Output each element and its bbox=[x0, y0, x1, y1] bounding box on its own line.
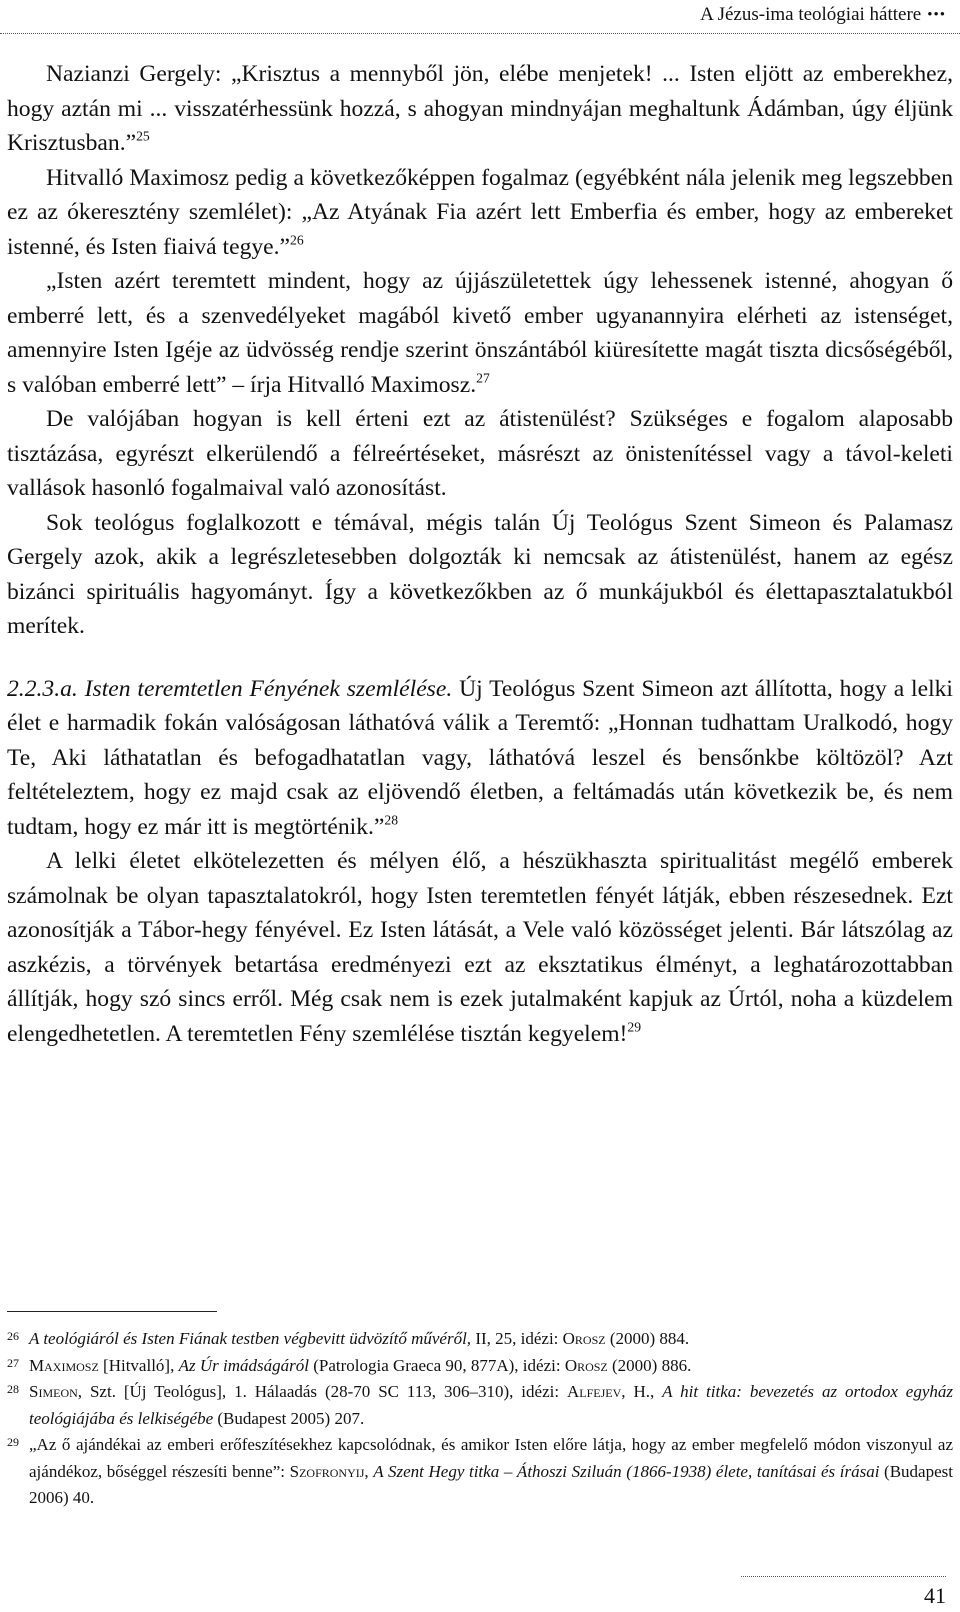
running-header bbox=[700, 0, 946, 30]
ornament-dots-icon: ••• bbox=[927, 7, 946, 23]
paragraph: Nazianzi Gergely: „Krisztus a mennyből jön, elébe menjetek! ... Isten eljött az emberekhez, hogy aztán mi ... visszatérhessünk hozzá, s ahogyan mindnyájan meghaltunk Ádámban, úgy éljünk Krisztusban.”$^{25}$ bbox=[7, 61, 953, 156]
main-text bbox=[7, 57, 953, 1051]
footnote-ref: 26 bbox=[290, 231, 304, 247]
paragraph: Sok teológus foglalkozott e témával, mégis talán Új Teológus Szent Simeon és Palamasz Gergely azok, akik a legrészletesebben dolgozták ki nemcsak az átistenülést, hanem az egész bizánci spirituális hagyományt. Így a következőkben az ő munkájukból és élettapasztalatukból merítek. bbox=[7, 509, 953, 639]
page-number: 41 bbox=[924, 1583, 946, 1608]
paragraph: De valójában hogyan is kell érteni ezt az átistenülést? Szükséges e fogalom alaposabb tisztázása, egyrészt elkerülendő a félreértéseket, másrészt az önistenítéssel vagy a távol-keleti vallások hasonló fogalmaival való azonosítást. bbox=[7, 406, 953, 501]
header-rule bbox=[0, 33, 960, 34]
footnote-rule bbox=[7, 1311, 217, 1312]
page-number-rule bbox=[741, 1576, 946, 1577]
section-paragraph: 2.2.3.a. Isten teremtetlen Fényének szemlélése. Új Teológus Szent Simeon azt állította, hogy a lelki élet e harmadik fokán valóságosan láthatóvá válik a Teremtő: „Honnan tudhattam Uralkodó, hogy Te, Aki láthatatlan és befogadhatatlan vagy, láthatóvá leszel és bensőnkbe költözöl? Azt feltételeztem, hogy ez majd csak az eljövendő életben, a feltámadás után következik be, és nem tudtam, hogy ez már itt is megtörténik.”$^{28}$ bbox=[7, 675, 953, 840]
running-title: A Jézus-ima teológiai háttere bbox=[700, 4, 922, 25]
section-number: 2.2.3.a. bbox=[7, 675, 78, 702]
footnote-26: 26 A teológiáról és Isten Fiának testben végbevitt üdvözítő művéről, II, 25, idézi: Orosz (2000) 884. bbox=[7, 1329, 690, 1348]
footnote-ref: 28 bbox=[384, 811, 399, 827]
footnotes bbox=[7, 1326, 953, 1512]
footnote-ref: 27 bbox=[476, 369, 490, 385]
footnote-ref: 25 bbox=[136, 128, 150, 144]
footnote-27: 27 Maximosz [Hitvalló], Az Úr imádságáról (Patrologia Graeca 90, 877A), idézi: Orosz (2000) 886. bbox=[7, 1355, 692, 1375]
paragraph: A lelki életet elkötelezetten és mélyen élő, a hészükhaszta spiritualitást megélő emberek számolnak be olyan tapasztalatokról, hogy Isten teremtetlen fényét látják, ebben részesednek. Ezt azonosítják a Tábor-hegy fényével. Ez Isten látását, a Vele való közösséget jelenti. Bár látszólag az aszkézis, a törvények betartása eredményezi ezt az eksztatikus élményt, a leghatározottabban állítják, hogy szó sincs erről. Még csak nem is ezek jutalmaként kapjuk az Úrtól, noha a küzdelem elengedhetetlen. A teremtetlen Fény szemlélése tisztán kegyelem!$^{29}$ bbox=[7, 848, 953, 1047]
section-title: Isten teremtetlen Fényének szemlélése. bbox=[84, 675, 453, 702]
paragraph: „Isten azért teremtett mindent, hogy az újjászületettek úgy lehessenek istenné, ahogyan ő emberré lett, és a szenvedélyeket magából kivető ember ugyanannyira elérheti az istenséget, amennyire Isten Igéje az üdvösség rendje szerint önszántából kiüresítette magát tiszta dicsőségéből, s valóban emberré lett” – írja Hitvalló Maximosz.$^{27}$ bbox=[7, 268, 953, 398]
footnote-29: 29 „Az ő ajándékai az emberi erőfeszítésekhez kapcsolódnak, és amikor Isten előre látja, hogy az ember megfelelő módon viszonyul az ajándékoz, bőséggel részesíti benne”: Szofronyij, A Szent Hegy titka – Áthoszi Sziluán (1866-1938) élete, tanításai és írásai (Budapest 2006) 40. bbox=[7, 1435, 953, 1507]
paragraph: Hitvalló Maximosz pedig a következőképpen fogalmaz (egyébként nála jelenik meg legszebben ez az ókeresztény szemlélet): „Az Atyának Fia azért lett Emberfia és ember, hogy az embereket istenné, és Isten fiaivá tegye.”$^{26}$ bbox=[7, 164, 953, 260]
footnote-ref: 29 bbox=[627, 1018, 642, 1034]
footnote-28: 28 Simeon, Szt. [Új Teológus], 1. Hálaadás (28-70 SC 113, 306–310), idézi: Alfejev, H., A hit titka: bevezetés az ortodox egyház teológiájába és lelkiségébe (Budapest 2005) 207. bbox=[7, 1382, 954, 1428]
